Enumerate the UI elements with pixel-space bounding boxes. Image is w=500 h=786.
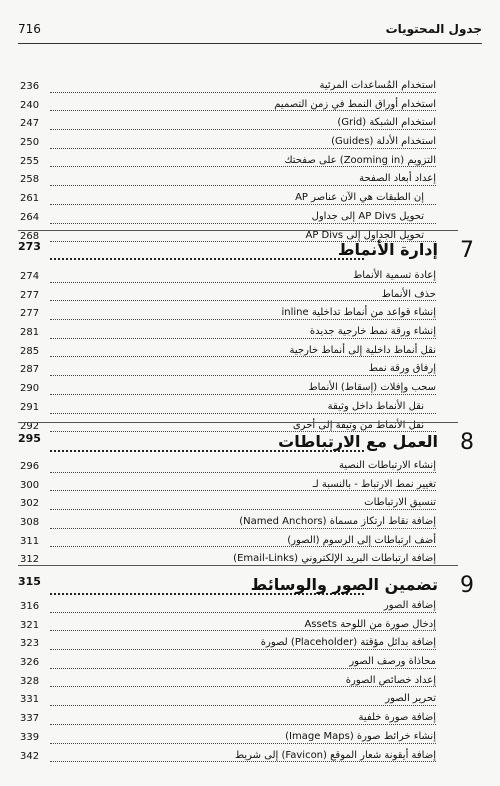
toc-entry[interactable] xyxy=(20,305,436,324)
toc-entry[interactable] xyxy=(20,209,436,228)
page-header xyxy=(18,22,482,44)
toc-entry[interactable] xyxy=(20,598,436,617)
dot-leader xyxy=(50,258,364,260)
chapter-page-number: 273 xyxy=(18,240,41,253)
entry-title: تنسيق الارتباطات xyxy=(361,497,436,508)
entry-page-number: 323 xyxy=(20,638,40,650)
dot-leader xyxy=(50,92,436,93)
entry-title: تغيير نمط الارتباط - بالنسبة لـ xyxy=(310,479,436,490)
dot-leader xyxy=(50,282,436,283)
entry-page-number: 261 xyxy=(20,193,40,205)
entry-title: إعداد أبعاد الصفحة xyxy=(356,173,436,184)
dot-leader xyxy=(50,129,436,130)
chapter-heading[interactable] xyxy=(18,240,474,266)
toc-entry-list xyxy=(20,598,436,766)
toc-entry[interactable] xyxy=(20,495,436,514)
dot-leader xyxy=(50,649,436,650)
chapter-page-number: 295 xyxy=(18,432,41,445)
dot-leader xyxy=(50,668,436,669)
dot-leader xyxy=(50,724,436,725)
chapter-divider xyxy=(18,422,458,423)
entry-page-number: 328 xyxy=(20,675,40,687)
toc-entry-list xyxy=(20,268,436,436)
toc-entry[interactable] xyxy=(20,654,436,673)
entry-title: إضافة الصور xyxy=(381,600,436,611)
chapter-title: تضمين الصور والوسائط xyxy=(250,575,438,594)
entry-page-number: 277 xyxy=(20,289,40,301)
entry-page-number: 291 xyxy=(20,401,40,413)
dot-leader xyxy=(50,761,436,762)
toc-entry[interactable] xyxy=(20,729,436,748)
chapter-page-number: 315 xyxy=(18,575,41,588)
toc-entry[interactable] xyxy=(20,115,436,134)
entry-page-number: 308 xyxy=(20,517,40,529)
dot-leader xyxy=(50,185,436,186)
toc-entry[interactable] xyxy=(20,171,436,190)
entry-page-number: 339 xyxy=(20,731,40,743)
dot-leader xyxy=(50,300,436,301)
toc-entry[interactable] xyxy=(20,551,436,570)
entry-page-number: 337 xyxy=(20,713,40,725)
toc-entry[interactable] xyxy=(20,153,436,172)
chapter-number: 7 xyxy=(460,238,474,263)
chapter-title: إدارة الأنماط xyxy=(337,240,438,259)
toc-entry[interactable] xyxy=(20,287,436,306)
dot-leader xyxy=(50,394,436,395)
entry-title: إضافة ارتباطات البريد الإلكتروني (Email-Links) xyxy=(230,553,436,564)
entry-page-number: 290 xyxy=(20,383,40,395)
entry-page-number: 331 xyxy=(20,694,40,706)
dot-leader xyxy=(50,223,436,224)
toc-entry[interactable] xyxy=(20,533,436,552)
toc-entry[interactable] xyxy=(20,134,436,153)
dot-leader xyxy=(50,743,436,744)
entry-page-number: 240 xyxy=(20,99,40,111)
dot-leader xyxy=(50,413,436,414)
toc-entry-list xyxy=(20,458,436,570)
dot-leader xyxy=(50,509,436,510)
entry-page-number: 285 xyxy=(20,345,40,357)
entry-title: حذف الأنماط xyxy=(379,289,436,300)
dot-leader xyxy=(50,110,436,111)
entry-title: أضف ارتباطات إلى الرسوم (الصور) xyxy=(284,535,436,546)
entry-page-number: 255 xyxy=(20,155,40,167)
dot-leader xyxy=(50,528,436,529)
chapter-number: 9 xyxy=(460,573,474,598)
entry-title: نقل الأنماط من وثيقة إلى أخرى xyxy=(290,420,424,431)
entry-page-number: 258 xyxy=(20,174,40,186)
entry-page-number: 316 xyxy=(20,601,40,612)
entry-title: إعداد خصائص الصورة xyxy=(343,675,436,686)
toc-entry[interactable] xyxy=(20,268,436,287)
entry-page-number: 268 xyxy=(20,230,40,242)
dot-leader xyxy=(50,630,436,631)
entry-title: تحويل الجداول إلى AP Divs xyxy=(302,230,424,241)
toc-entry[interactable] xyxy=(20,458,436,477)
entry-page-number: 287 xyxy=(20,364,40,376)
entry-page-number: 311 xyxy=(20,535,40,547)
entry-title: استخدام أوراق النمط في زمن التصميم xyxy=(271,99,436,110)
entry-title: محاذاة ورصف الصور xyxy=(346,656,436,667)
entry-title: إعادة تسمية الأنماط xyxy=(350,270,436,281)
entry-title: سحب وإفلات (إسقاط) الأنماط xyxy=(305,382,436,393)
entry-page-number: 302 xyxy=(20,498,40,510)
toc-entry[interactable] xyxy=(20,97,436,116)
toc-entry[interactable] xyxy=(20,635,436,654)
toc-entry[interactable] xyxy=(20,514,436,533)
dot-leader xyxy=(50,356,436,357)
entry-page-number: 342 xyxy=(20,750,40,762)
entry-title: إنشاء خرائط صورة (Image Maps) xyxy=(282,731,436,742)
dot-leader xyxy=(50,338,436,339)
entry-title: إدخال صورة من اللوحة Assets xyxy=(301,619,436,630)
entry-title: استخدام المُساعدات المرئية xyxy=(317,80,436,91)
toc-entry[interactable] xyxy=(20,190,436,209)
entry-title: نقل أنماط داخلية إلى أنماط خارجية xyxy=(287,345,436,356)
dot-leader xyxy=(50,612,436,613)
toc-entry[interactable] xyxy=(20,617,436,636)
entry-title: إنشاء قواعد من أنماط تداخلية inline xyxy=(278,307,436,318)
toc-entry[interactable] xyxy=(20,324,436,343)
dot-leader xyxy=(50,490,436,491)
entry-title: نقل الأنماط داخل وثيقة xyxy=(325,401,424,412)
dot-leader xyxy=(50,686,436,687)
entry-title: إرفاق ورقة نمط xyxy=(366,363,436,374)
entry-title: إضافة بدائل مؤقتة (Placeholder) لصورة xyxy=(258,637,436,648)
toc-entry[interactable] xyxy=(20,748,436,767)
entry-page-number: 312 xyxy=(20,554,40,566)
entry-page-number: 281 xyxy=(20,327,40,339)
toc-entry-list xyxy=(20,78,436,246)
entry-title: استخدام الشبكة (Grid) xyxy=(334,117,436,128)
toc-entry[interactable] xyxy=(20,343,436,362)
entry-page-number: 247 xyxy=(20,118,40,130)
toc-entry[interactable] xyxy=(20,380,436,399)
entry-page-number: 274 xyxy=(20,271,40,282)
entry-page-number: 277 xyxy=(20,308,40,320)
entry-title: التزويم (Zooming in) على صفحتك xyxy=(281,155,436,166)
chapter-divider xyxy=(18,230,458,231)
dot-leader xyxy=(50,204,436,205)
entry-page-number: 250 xyxy=(20,137,40,149)
entry-title: إضافة نقاط ارتكاز مسماة (Named Anchors) xyxy=(236,516,436,527)
dot-leader xyxy=(50,705,436,706)
dot-leader xyxy=(50,148,436,149)
entry-title: تحرير الصور xyxy=(382,693,436,704)
entry-title: إن الطبقات هي الآن عناصر AP xyxy=(292,192,424,203)
toc-entry[interactable] xyxy=(20,477,436,496)
dot-leader xyxy=(50,546,436,547)
entry-page-number: 296 xyxy=(20,461,40,472)
chapter-title: العمل مع الارتباطات xyxy=(278,432,438,451)
dot-leader xyxy=(50,166,436,167)
chapter-number: 8 xyxy=(460,430,474,455)
chapter-heading[interactable] xyxy=(18,432,474,458)
toc-entry[interactable] xyxy=(20,399,436,418)
entry-title: إضافة صورة خلفية xyxy=(356,712,436,723)
page-number: 716 xyxy=(18,22,41,36)
entry-page-number: 326 xyxy=(20,657,40,669)
toc-entry[interactable] xyxy=(20,78,436,97)
entry-page-number: 236 xyxy=(20,81,40,92)
dot-leader xyxy=(50,375,436,376)
toc-entry[interactable] xyxy=(20,673,436,692)
entry-page-number: 321 xyxy=(20,619,40,631)
entry-page-number: 300 xyxy=(20,479,40,491)
dot-leader xyxy=(50,472,436,473)
header-title: جدول المحتويات xyxy=(385,22,482,36)
entry-title: إضافة أيقونة شعار الموقع (Favicon) إلى شريط xyxy=(232,750,436,761)
entry-title: تحويل AP Divs إلى جداول xyxy=(309,211,424,222)
toc-entry[interactable] xyxy=(20,361,436,380)
entry-page-number: 264 xyxy=(20,211,40,223)
chapter-divider xyxy=(18,565,458,566)
entry-title: إنشاء الارتباطات النصية xyxy=(336,460,436,471)
entry-page-number: 292 xyxy=(20,420,40,432)
toc-entry[interactable] xyxy=(20,691,436,710)
toc-entry[interactable] xyxy=(20,710,436,729)
entry-title: إنشاء ورقة نمط خارجية جديدة xyxy=(307,326,436,337)
dot-leader xyxy=(50,319,436,320)
entry-title: استخدام الأدلة (Guides) xyxy=(328,136,436,147)
